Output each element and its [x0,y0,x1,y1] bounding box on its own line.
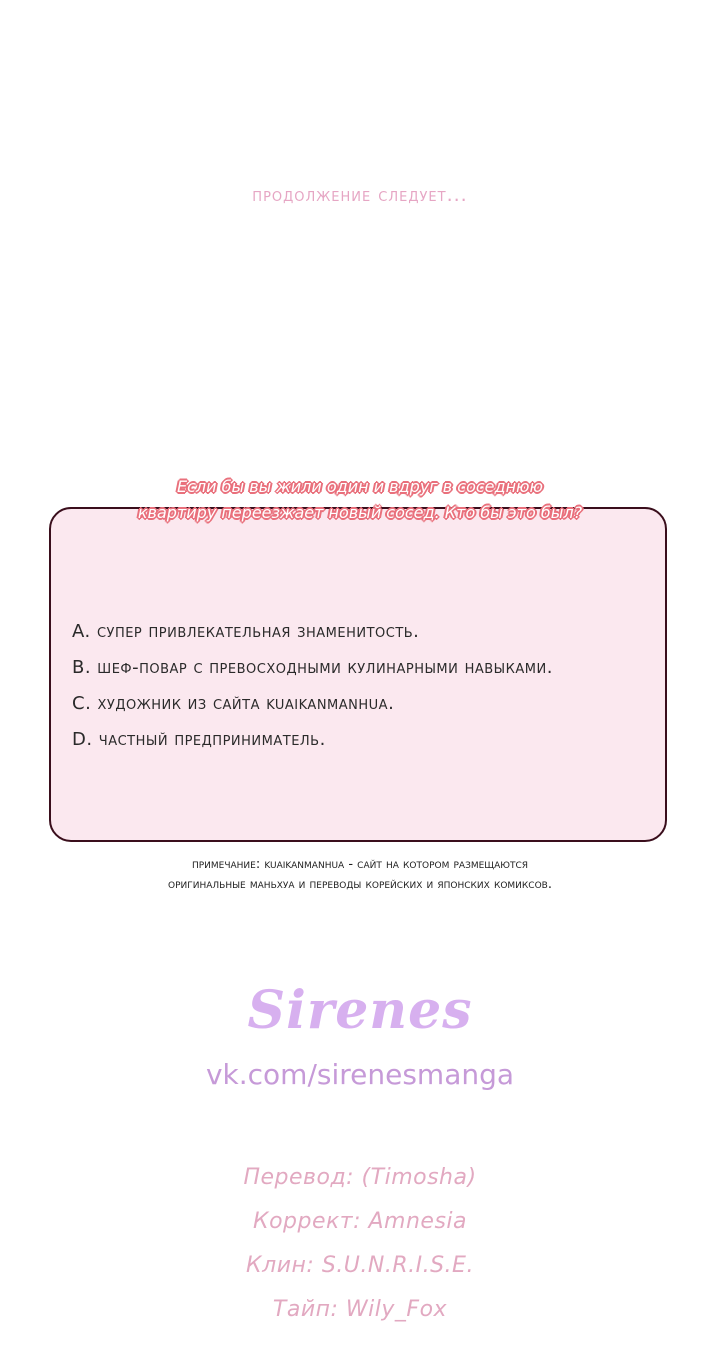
poll-option-c: C. художник из сайта kuaikanmanhua. [72,693,395,714]
poll-option-b: B. шеф-повар с превосходными кулинарными навыками. [72,657,553,678]
credit-proofreading: Коррект: Amnesia [252,1209,468,1234]
team-logo: Sirenes [247,980,473,1041]
translator-note-line-2: оригинальные маньхуа и переводы корейских и японских комиксов. [168,877,552,892]
team-url-link[interactable]: vk.com/sirenesmanga [205,1058,515,1091]
poll-question-line-2: квартиру переезжает новый сосед. Кто бы это был? [137,503,583,522]
poll-question-line-1: Если бы вы жили один и вдруг в соседнюю [177,477,543,496]
poll-options-list [72,614,553,758]
translator-note-line-1: примечание: kuaikanmanhua - сайт на котором размещаются [191,857,529,872]
poll-option-d: D. частный предприниматель. [72,729,326,750]
credit-cleaning: Клин: S.U.N.R.I.S.E. [246,1253,474,1278]
credits-list [0,1156,720,1332]
poll-question [100,474,620,526]
credit-translation: Перевод: (Timosha) [243,1165,477,1190]
poll-option-a: A. супер привлекательная знаменитость. [72,621,420,642]
credit-typesetting: Тайп: Wily_Fox [272,1297,448,1322]
translator-note [0,855,720,895]
to-be-continued-text: продолжение следует... [252,184,468,206]
